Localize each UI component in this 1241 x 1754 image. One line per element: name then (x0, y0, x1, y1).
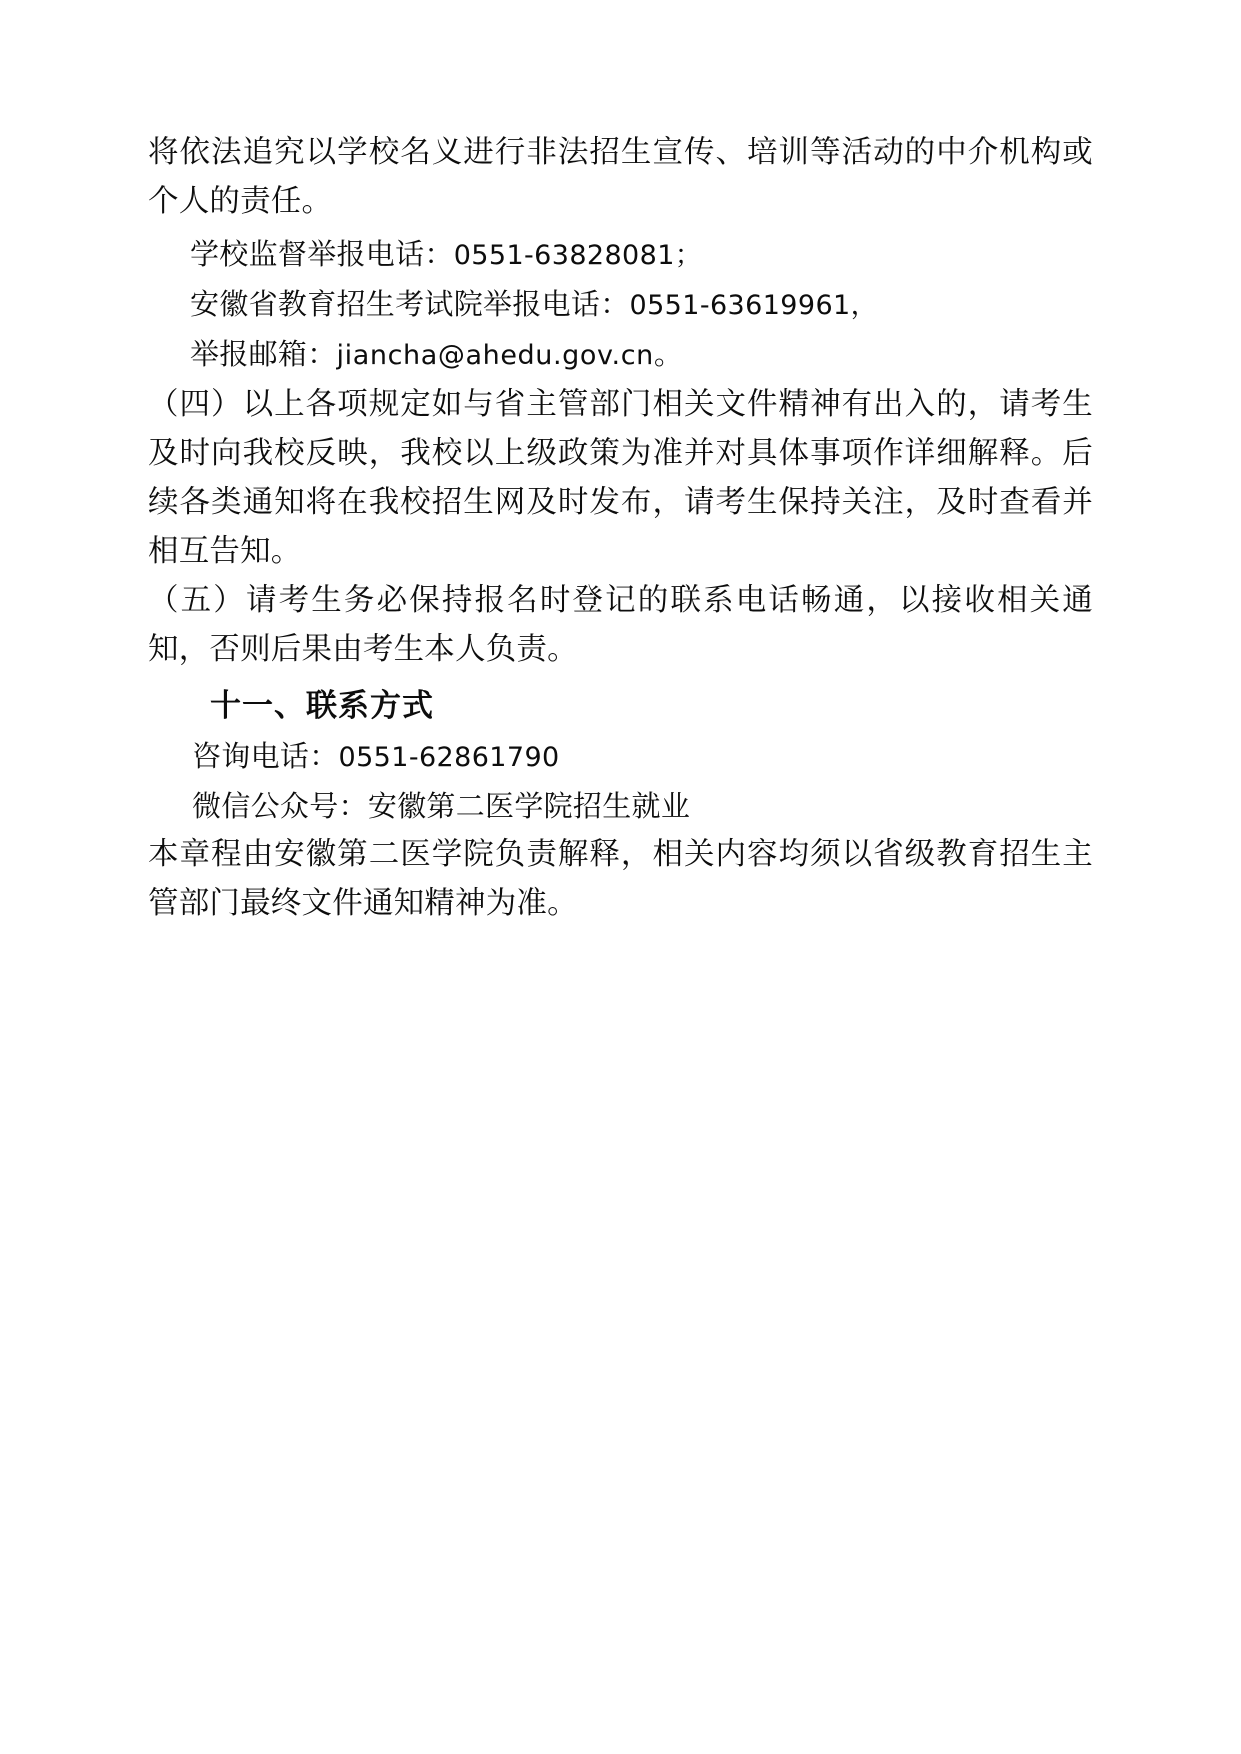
item-five: （五）请考生务必保持报名时登记的联系电话畅通，以接收相关通知，否则后果由考生本人负责。 (148, 583, 1093, 667)
province-report-phone-value: 0551-63619961， (629, 290, 878, 321)
consult-phone-value: 0551-62861790 (338, 742, 560, 773)
item-four: （四）以上各项规定如与省主管部门相关文件精神有出入的，请考生及时向我校反映，我校以上级政策为准并对具体事项作详细解释。后续各类通知将在我校招生网及时发布，请考生保持关注，及时查看并相互告知。 (148, 387, 1093, 569)
wechat-account-label: 微信公众号： (192, 789, 368, 823)
document-body (148, 128, 1093, 928)
closing-paragraph: 本章程由安徽第二医学院负责解释，相关内容均须以省级教育招生主管部门最终文件通知精神为准。 (148, 837, 1093, 921)
report-email-label: 举报邮箱： (190, 337, 337, 371)
school-report-phone-label: 学校监督举报电话： (190, 237, 454, 271)
wechat-account-line (148, 782, 1093, 830)
province-report-phone-line (148, 280, 1093, 330)
consult-phone-label: 咨询电话： (192, 739, 339, 773)
school-report-phone-value: 0551-63828081； (453, 240, 703, 271)
paragraph-intro: 将依法追究以学校名义进行非法招生宣传、培训等活动的中介机构或个人的责任。 (148, 135, 1093, 219)
province-report-phone-label: 安徽省教育招生考试院举报电话： (190, 287, 630, 321)
report-email-line (148, 330, 1093, 380)
school-report-phone-line (148, 230, 1093, 280)
report-email-value: jiancha@ahedu.gov.cn (336, 340, 654, 371)
consult-phone-line (148, 732, 1093, 782)
section-title-contact: 十一、联系方式 (210, 688, 434, 724)
report-email-suffix: 。 (653, 337, 684, 371)
wechat-account-value: 安徽第二医学院招生就业 (367, 789, 691, 823)
